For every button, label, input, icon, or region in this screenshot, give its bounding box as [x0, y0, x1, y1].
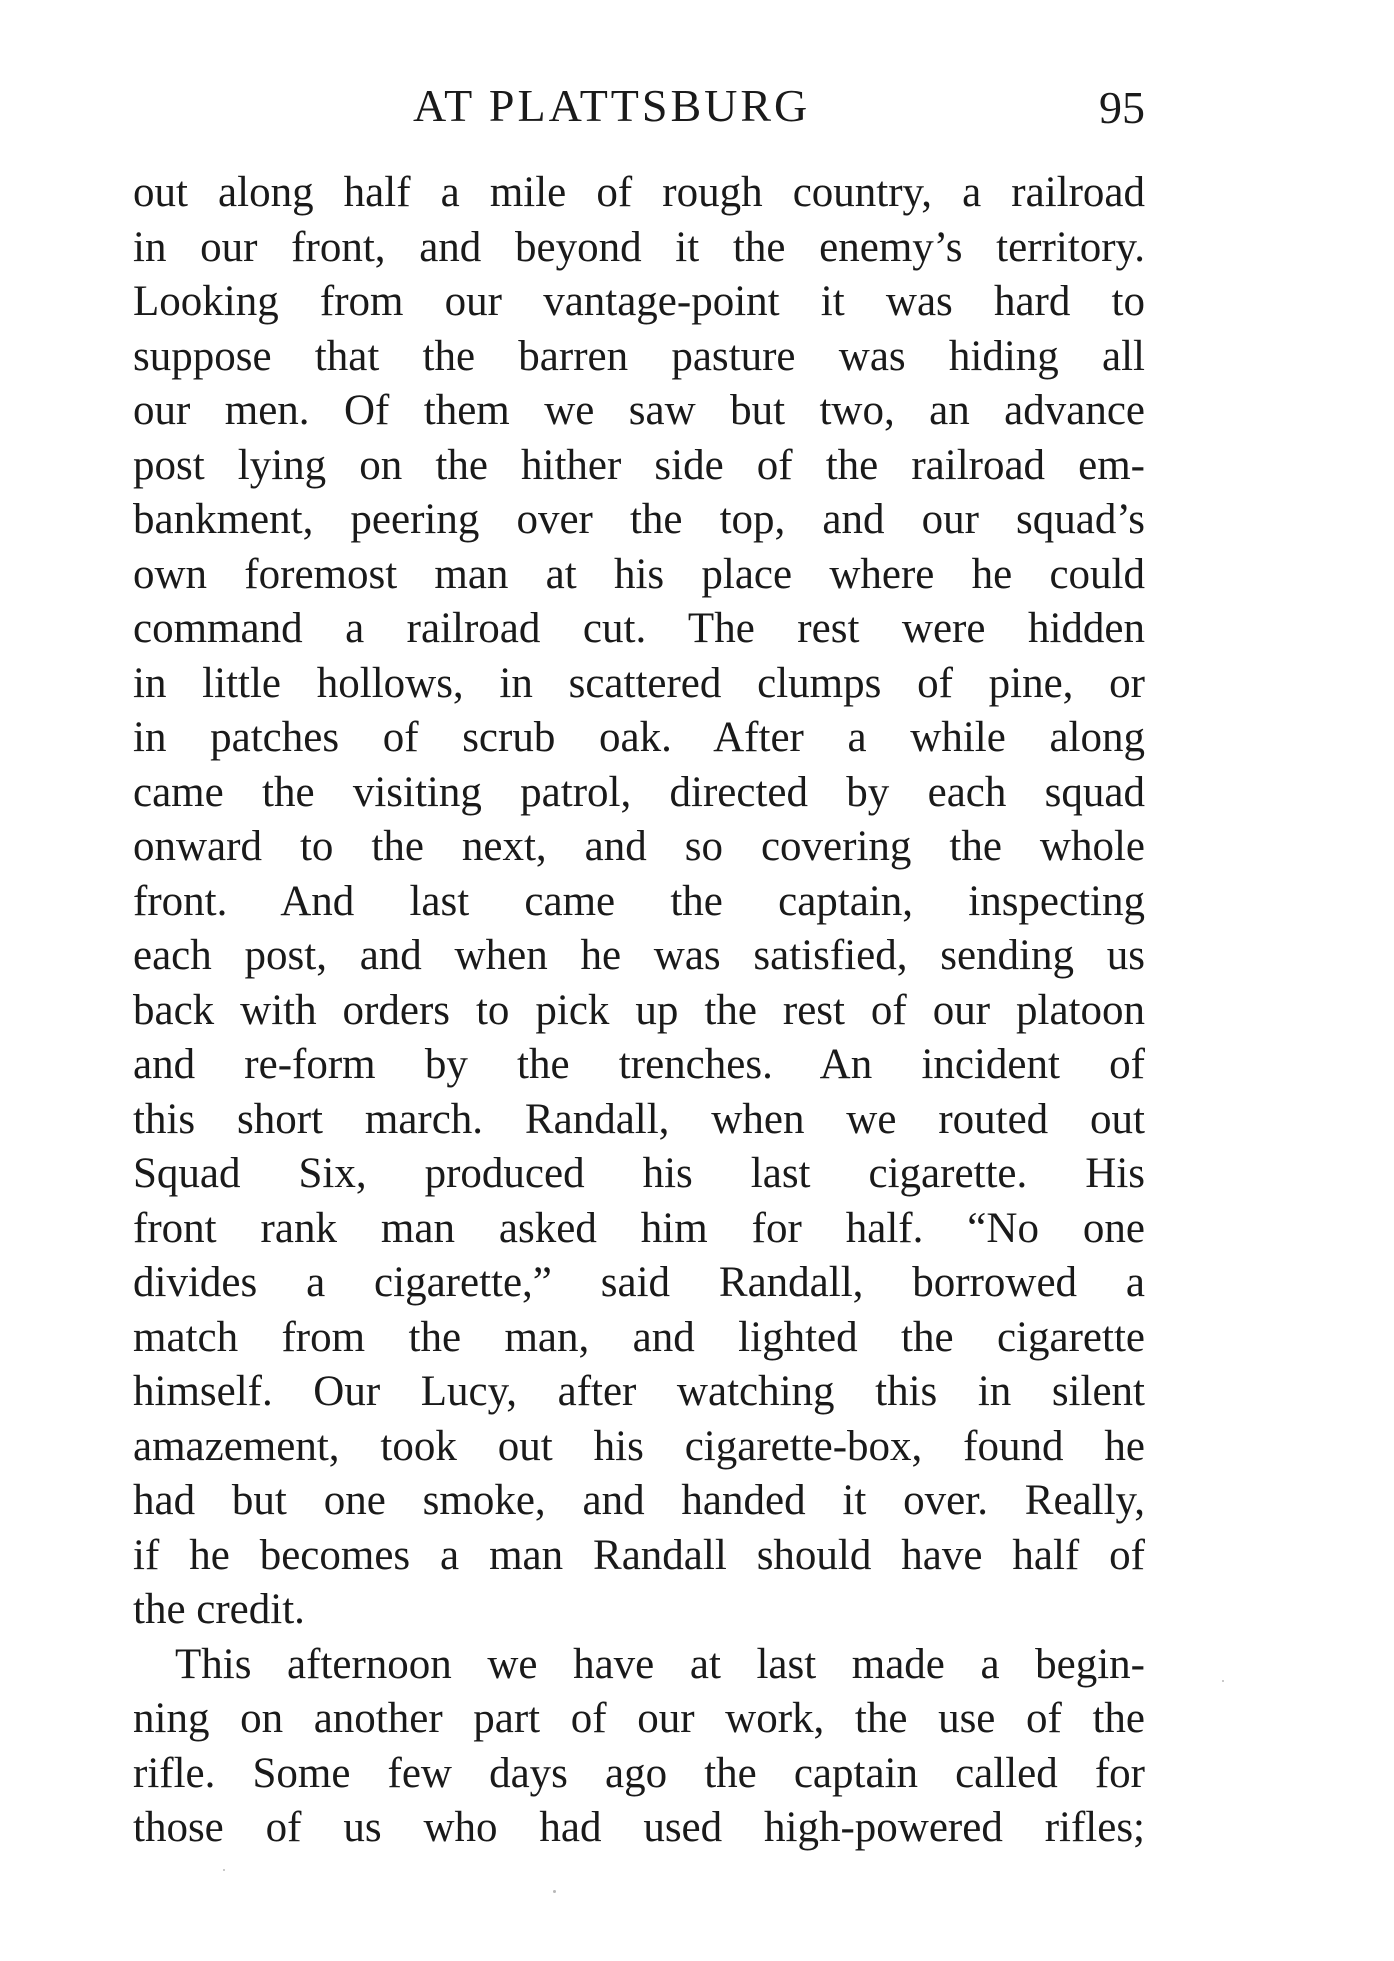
- paper-speck: [223, 1869, 225, 1871]
- text-line: in our front, and beyond it the enemy’s territory.: [133, 223, 1145, 271]
- text-line: in patches of scrub oak. After a while along: [133, 714, 1145, 761]
- text-line: rifle. Some few days ago the captain called for: [133, 1749, 1145, 1797]
- text-line: match from the man, and lighted the cigarette: [133, 1313, 1145, 1361]
- text-line: and re-form by the trenches. An incident of: [133, 1041, 1145, 1088]
- running-head: [133, 76, 1145, 136]
- page-number: 95: [1099, 82, 1145, 133]
- text-line: divides a cigarette,” said Randall, borrowed a: [133, 1259, 1145, 1306]
- text-line: came the visiting patrol, directed by each squad: [133, 768, 1145, 816]
- text-line: ning on another part of our work, the use of the: [133, 1695, 1145, 1742]
- text-line: Looking from our vantage-point it was hard to: [133, 278, 1145, 325]
- text-line: out along half a mile of rough country, a railroad: [133, 169, 1145, 216]
- text-line: suppose that the barren pasture was hiding all: [133, 332, 1145, 380]
- text-line: this short march. Randall, when we routed out: [133, 1095, 1145, 1143]
- text-line: our men. Of them we saw but two, an advance: [133, 387, 1145, 434]
- text-line: bankment, peering over the top, and our squad’s: [133, 496, 1145, 543]
- text-line: front rank man asked him for half. “No one: [133, 1204, 1145, 1252]
- text-line: post lying on the hither side of the railroad em-: [133, 441, 1145, 489]
- text-line: command a railroad cut. The rest were hidden: [133, 605, 1145, 652]
- text-line: onward to the next, and so covering the whole: [133, 823, 1145, 870]
- text-line: had but one smoke, and handed it over. Really,: [133, 1477, 1145, 1524]
- paper-speck: [553, 1890, 556, 1893]
- text-line: if he becomes a man Randall should have half of: [133, 1531, 1145, 1579]
- text-line: front. And last came the captain, inspecting: [133, 877, 1145, 925]
- running-title: AT PLATTSBURG: [413, 80, 811, 131]
- text-line: himself. Our Lucy, after watching this in silent: [133, 1368, 1145, 1415]
- text-line: amazement, took out his cigarette-box, found he: [133, 1422, 1145, 1470]
- text-line: those of us who had used high-powered rifles;: [133, 1804, 1145, 1851]
- paper-speck: [1222, 1680, 1224, 1682]
- text-line: Squad Six, produced his last cigarette. His: [133, 1150, 1145, 1197]
- text-line: each post, and when he was satisfied, sending us: [133, 932, 1145, 979]
- text-line: in little hollows, in scattered clumps of pine, or: [133, 659, 1145, 707]
- paragraph-end-line: the credit.: [133, 1586, 305, 1633]
- paragraph-start-line: This afternoon we have at last made a begin-: [175, 1640, 1145, 1688]
- text-line: own foremost man at his place where he could: [133, 550, 1145, 598]
- body-text: [133, 166, 1145, 1856]
- text-line: back with orders to pick up the rest of our platoon: [133, 986, 1145, 1034]
